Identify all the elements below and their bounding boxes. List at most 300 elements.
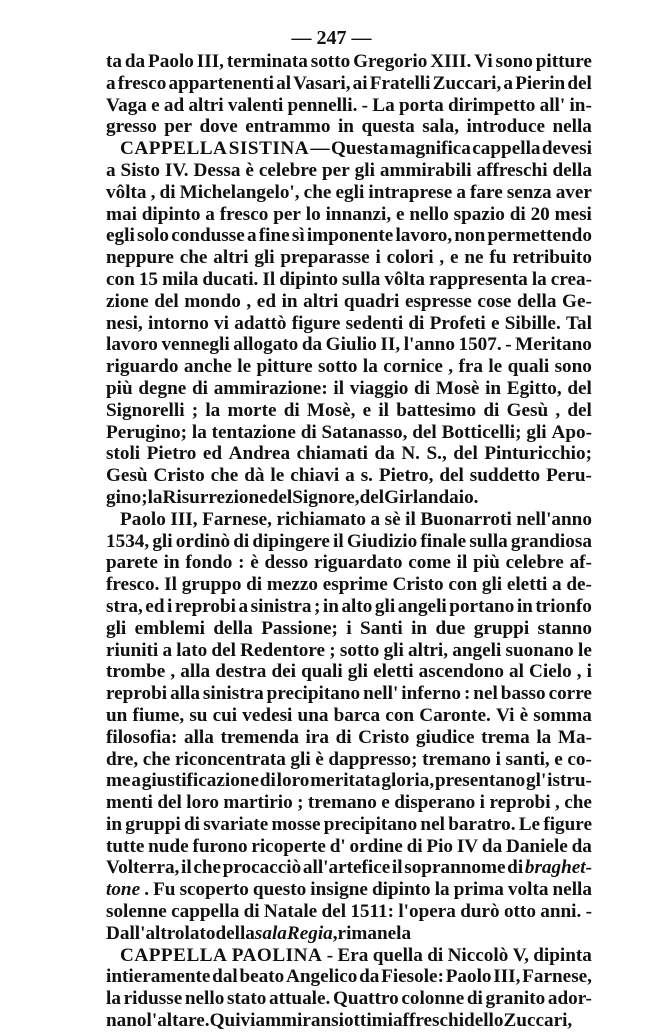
- word: fu: [489, 247, 507, 269]
- word: -: [505, 334, 512, 356]
- word: dello: [464, 1010, 504, 1032]
- word: a: [205, 203, 215, 225]
- word: nel: [473, 683, 498, 705]
- word: l'opera: [398, 901, 456, 923]
- word: loro: [276, 770, 310, 792]
- word: Profeti: [429, 312, 486, 334]
- word: gresso: [106, 116, 157, 138]
- word: di: [427, 944, 444, 966]
- word: morte: [227, 399, 277, 421]
- text-line: [106, 792, 592, 814]
- word: Sisto: [120, 159, 160, 181]
- word: ;: [329, 639, 336, 661]
- word: lato: [176, 639, 208, 661]
- word: —: [310, 138, 330, 160]
- word: più: [473, 552, 500, 574]
- word: anni.: [540, 901, 582, 923]
- word: insigne: [310, 879, 368, 901]
- word: da: [124, 51, 146, 72]
- word: chiavi: [290, 465, 340, 487]
- text-line: [106, 618, 592, 640]
- word: gloria,: [381, 770, 435, 792]
- word: sedenti: [345, 312, 404, 334]
- word: magnifica: [389, 138, 471, 160]
- word: barca: [333, 704, 381, 726]
- text-line: [106, 966, 592, 988]
- word: colonne: [401, 988, 465, 1010]
- word: riconcentrata: [175, 748, 286, 770]
- word: basso: [500, 683, 546, 705]
- word: mai: [106, 203, 137, 225]
- text-line: [106, 836, 592, 858]
- word: gruppi: [125, 813, 181, 835]
- word: sala,: [422, 116, 459, 138]
- word: Satanasso,: [321, 421, 408, 443]
- word: suonano: [505, 639, 574, 661]
- text-line: [106, 269, 592, 291]
- word: Era: [337, 944, 369, 966]
- word: giustificazione: [141, 770, 259, 792]
- word: filosofia:: [106, 726, 178, 748]
- word: crea-: [550, 268, 592, 290]
- word: Pietro: [146, 443, 197, 465]
- word: eletti: [506, 574, 548, 596]
- word: sono: [495, 51, 533, 72]
- word: angeli: [452, 639, 502, 661]
- word: trombe: [106, 661, 166, 683]
- word: rimane: [337, 922, 397, 944]
- text-line: [106, 770, 592, 792]
- word: stoli: [106, 443, 141, 465]
- word: 1511:: [350, 901, 395, 923]
- word: stanno: [537, 617, 592, 639]
- word: è: [315, 748, 324, 770]
- text-line: [106, 596, 592, 618]
- word: a: [503, 72, 514, 94]
- word: Vasari,: [293, 72, 351, 94]
- word: intieramente: [106, 966, 211, 988]
- word: preparasse: [280, 247, 370, 269]
- word: 1534,: [106, 530, 150, 552]
- word: con: [448, 574, 478, 596]
- word: ;: [313, 595, 321, 617]
- word: riuniti: [106, 639, 159, 661]
- word: ta: [106, 51, 122, 72]
- word: di: [406, 835, 423, 857]
- word: porta: [398, 94, 444, 116]
- word: a: [552, 574, 562, 596]
- word: III,: [493, 966, 521, 988]
- word: giudice: [415, 726, 475, 748]
- word: altro: [145, 922, 185, 944]
- word: dappresso;: [328, 748, 418, 770]
- word: per: [164, 116, 192, 138]
- word: tone: [106, 879, 141, 901]
- word: baratro.: [448, 813, 516, 835]
- word: gli: [106, 617, 127, 639]
- word: in-: [569, 94, 592, 116]
- word: Paolo: [445, 966, 492, 988]
- word: -: [361, 94, 369, 116]
- word: a: [106, 159, 116, 181]
- word: da: [571, 835, 592, 857]
- word: ammirazione:: [213, 377, 328, 399]
- word: ,: [246, 290, 252, 312]
- word: di: [483, 399, 500, 421]
- word: alto: [341, 595, 373, 617]
- word: Andrea: [228, 443, 291, 465]
- word: dipinto: [141, 203, 201, 225]
- word: di: [300, 421, 317, 443]
- word: permettendo: [487, 225, 592, 247]
- word: Buonarroti: [420, 508, 512, 530]
- word: una: [297, 704, 329, 726]
- word: che: [564, 792, 592, 814]
- word: dei: [271, 661, 296, 683]
- word: sulla: [341, 268, 381, 290]
- word: dipinto: [371, 879, 431, 901]
- word: che: [303, 181, 332, 203]
- word: gino;: [106, 486, 148, 508]
- word: di: [466, 988, 483, 1010]
- text-line: [106, 291, 592, 313]
- word: con: [106, 268, 135, 290]
- word: sala: [254, 922, 287, 944]
- word: devesi: [541, 138, 592, 160]
- text-line: [106, 683, 592, 705]
- word: Pinturicchio;: [484, 443, 592, 465]
- word: a: [238, 595, 249, 617]
- word: di: [259, 770, 276, 792]
- word: al: [509, 661, 524, 683]
- word: ordine: [349, 835, 403, 857]
- word: da: [374, 443, 395, 465]
- word: Dall': [106, 922, 146, 944]
- section-heading-word: CAPPELLA: [120, 138, 228, 160]
- word: di: [408, 312, 425, 334]
- text-line: [106, 138, 592, 160]
- word: Santi: [360, 617, 403, 639]
- word: gl': [526, 770, 547, 792]
- text-line: [106, 727, 592, 749]
- word: questa: [361, 116, 415, 138]
- word: ira: [305, 726, 329, 748]
- word: della: [517, 290, 557, 312]
- word: sulla: [469, 530, 508, 552]
- word: la: [531, 268, 547, 290]
- word: fiume,: [132, 704, 185, 726]
- word: della: [213, 617, 253, 639]
- section-heading-word: SISTINA: [228, 138, 310, 160]
- word: s.: [360, 465, 373, 487]
- word: cose: [477, 290, 512, 312]
- word: Fratelli: [369, 72, 431, 94]
- word: 1507.: [458, 334, 502, 356]
- word: il: [333, 377, 345, 399]
- word: emblemi: [134, 617, 205, 639]
- word: nella: [552, 116, 592, 138]
- word: rappresenta: [428, 268, 528, 290]
- word: innanzi,: [325, 203, 392, 225]
- word: del: [359, 486, 385, 508]
- word: entrammo: [245, 116, 331, 138]
- word: del: [439, 465, 464, 487]
- word: portano: [449, 595, 515, 617]
- word: Le: [518, 813, 541, 835]
- word: Quattro: [332, 988, 399, 1010]
- word: angeli: [397, 595, 447, 617]
- word: vôlta: [384, 268, 425, 290]
- word: disperano: [394, 792, 476, 814]
- word: e: [362, 399, 372, 421]
- text-line: [106, 1010, 592, 1032]
- word: tremenda: [220, 726, 299, 748]
- word: richiamato: [276, 508, 366, 530]
- word: d': [329, 835, 346, 857]
- word: Questa: [330, 138, 389, 160]
- word: adattò: [234, 312, 287, 334]
- word: ,: [554, 792, 560, 814]
- word: Cristo: [392, 574, 444, 596]
- word: S.,: [426, 443, 447, 465]
- text-line: [106, 814, 592, 836]
- word: e: [491, 312, 500, 334]
- word: intraprese: [368, 181, 453, 203]
- word: vi: [214, 312, 229, 334]
- word: i: [167, 595, 173, 617]
- word: desso: [264, 552, 309, 574]
- word: Redentore: [240, 639, 326, 661]
- word: IV.: [164, 159, 189, 181]
- word: Signorelli: [106, 399, 185, 421]
- section-heading-word: CAPPELLA: [120, 944, 228, 966]
- text-line: [106, 378, 592, 400]
- word: Giulio: [325, 334, 377, 356]
- word: del: [321, 901, 347, 923]
- word: soprannome: [404, 857, 506, 879]
- word: altare.: [157, 1010, 210, 1032]
- word: dre,: [106, 748, 139, 770]
- word: Paolo: [120, 508, 166, 530]
- word: la: [191, 421, 207, 443]
- word: co-: [567, 748, 592, 770]
- word: per: [322, 159, 350, 181]
- word: Farnese,: [202, 508, 272, 530]
- word: Cristo: [153, 465, 205, 487]
- word: battesimo: [396, 399, 477, 421]
- word: af-: [569, 552, 592, 574]
- word: del: [157, 792, 182, 814]
- word: per: [273, 203, 301, 225]
- word: Quivi: [209, 1010, 256, 1032]
- word: pennelli.: [287, 94, 358, 116]
- word: tremano: [307, 792, 377, 814]
- word: ascendono: [418, 661, 504, 683]
- word: Botticelli;: [441, 421, 522, 443]
- word: di: [509, 203, 526, 225]
- word: di: [246, 574, 263, 596]
- text-line: [106, 509, 592, 531]
- text-line: [106, 465, 592, 487]
- word: XIII.: [430, 51, 472, 72]
- word: finale: [420, 530, 467, 552]
- word: Gesù: [506, 399, 549, 421]
- word: II,: [380, 334, 401, 356]
- word: fresco.: [106, 574, 160, 596]
- word: 20: [530, 203, 550, 225]
- word: da: [481, 835, 503, 857]
- word: del: [453, 443, 478, 465]
- text-line: [106, 73, 592, 95]
- word: svariate: [203, 813, 269, 835]
- word: egli: [106, 225, 135, 247]
- word: ;: [191, 399, 199, 421]
- word: vennegli: [161, 334, 230, 356]
- word: Vi: [495, 704, 515, 726]
- word: figure: [291, 312, 341, 334]
- word: Dessa: [193, 159, 241, 181]
- word: in: [281, 290, 298, 312]
- word: inferno: [401, 683, 461, 705]
- word: gli: [481, 574, 503, 596]
- word: trema: [481, 726, 530, 748]
- word: martirio: [223, 792, 293, 814]
- word: presentano: [434, 770, 526, 792]
- word: somma: [533, 704, 592, 726]
- word: Mosè,: [306, 399, 356, 421]
- word: e: [450, 247, 459, 269]
- text-line: [106, 879, 592, 901]
- word: che: [179, 247, 208, 269]
- word: sè: [384, 508, 401, 530]
- word: braghet-: [524, 857, 592, 879]
- word: in: [516, 595, 533, 617]
- text-line: [106, 661, 592, 683]
- word: a: [131, 770, 141, 792]
- word: questo: [252, 879, 307, 901]
- word: e: [554, 748, 563, 770]
- word: ammiransi: [255, 1010, 344, 1032]
- word: Pio: [426, 835, 454, 857]
- word: in: [485, 377, 502, 399]
- word: all'artefice: [302, 857, 391, 879]
- word: valenti: [227, 94, 284, 116]
- word: di: [233, 530, 250, 552]
- text-line: [106, 705, 592, 727]
- word: in: [163, 552, 180, 574]
- word: Niccolò: [447, 944, 509, 966]
- word: e: [396, 203, 405, 225]
- word: e: [381, 792, 390, 814]
- word: riguardo: [106, 356, 179, 378]
- word: nude: [148, 835, 189, 857]
- word: gli: [383, 639, 404, 661]
- word: N.: [401, 443, 420, 465]
- word: sotto: [339, 639, 380, 661]
- word: pitture: [535, 51, 592, 72]
- word: Regia: [286, 922, 333, 944]
- word: tremano: [422, 748, 492, 770]
- word: dirimpetto: [447, 94, 536, 116]
- word: otto: [503, 901, 536, 923]
- word: le: [577, 639, 592, 661]
- word: dà: [244, 465, 265, 487]
- word: quella: [372, 944, 423, 966]
- word: di: [192, 377, 209, 399]
- word: ai: [352, 72, 368, 94]
- word: chiamati: [296, 443, 369, 465]
- word: del: [567, 377, 592, 399]
- word: quadri: [343, 290, 400, 312]
- word: gli: [526, 421, 547, 443]
- word: ricoperte: [251, 835, 326, 857]
- word: fresco: [219, 203, 269, 225]
- word: terminata: [226, 51, 308, 72]
- word: la: [434, 879, 450, 901]
- word: i: [375, 247, 381, 269]
- word: appartenenti: [168, 72, 274, 94]
- word: intorno: [148, 312, 209, 334]
- word: a: [246, 225, 257, 247]
- word: egli: [335, 181, 365, 203]
- word: Fu: [153, 879, 176, 901]
- word: Meritano: [515, 334, 592, 356]
- word: Daniele: [505, 835, 568, 857]
- word: ammirabili: [379, 159, 472, 181]
- word: ador-: [547, 988, 592, 1010]
- word: de-: [566, 574, 592, 596]
- word: all': [539, 94, 566, 116]
- word: cappella: [472, 138, 541, 160]
- word: di: [183, 813, 200, 835]
- text-line: [106, 749, 592, 771]
- word: -: [585, 901, 592, 923]
- word: dipinta: [533, 944, 592, 966]
- word: sotto: [310, 51, 351, 72]
- word: è: [250, 552, 259, 574]
- word: che: [193, 857, 222, 879]
- body-text: [106, 51, 592, 1032]
- word: dal: [212, 966, 238, 988]
- word: Vaga: [106, 94, 147, 116]
- text-line: [106, 313, 592, 335]
- word: riguardato: [314, 552, 403, 574]
- word: di: [335, 726, 352, 748]
- text-line: [106, 400, 592, 422]
- word: ,: [170, 661, 176, 683]
- word: alla: [180, 661, 211, 683]
- word: III,: [170, 508, 198, 530]
- word: come: [408, 552, 451, 574]
- word: fine: [258, 225, 290, 247]
- word: lavoro,: [395, 225, 453, 247]
- text-line: [106, 225, 592, 247]
- word: i: [586, 661, 592, 683]
- word: su: [189, 704, 208, 726]
- word: Zuccari,: [503, 1010, 573, 1032]
- word: III,: [196, 51, 224, 72]
- word: Vi: [474, 51, 493, 72]
- word: mosse: [271, 813, 321, 835]
- word: a: [106, 72, 116, 94]
- word: sotto: [318, 356, 358, 378]
- page-number: — 247 —: [291, 27, 372, 49]
- text-line: [106, 487, 592, 509]
- word: senza: [506, 181, 552, 203]
- word: Apo-: [551, 421, 592, 443]
- word: Sibille.: [504, 312, 561, 334]
- word: esprime: [322, 574, 388, 596]
